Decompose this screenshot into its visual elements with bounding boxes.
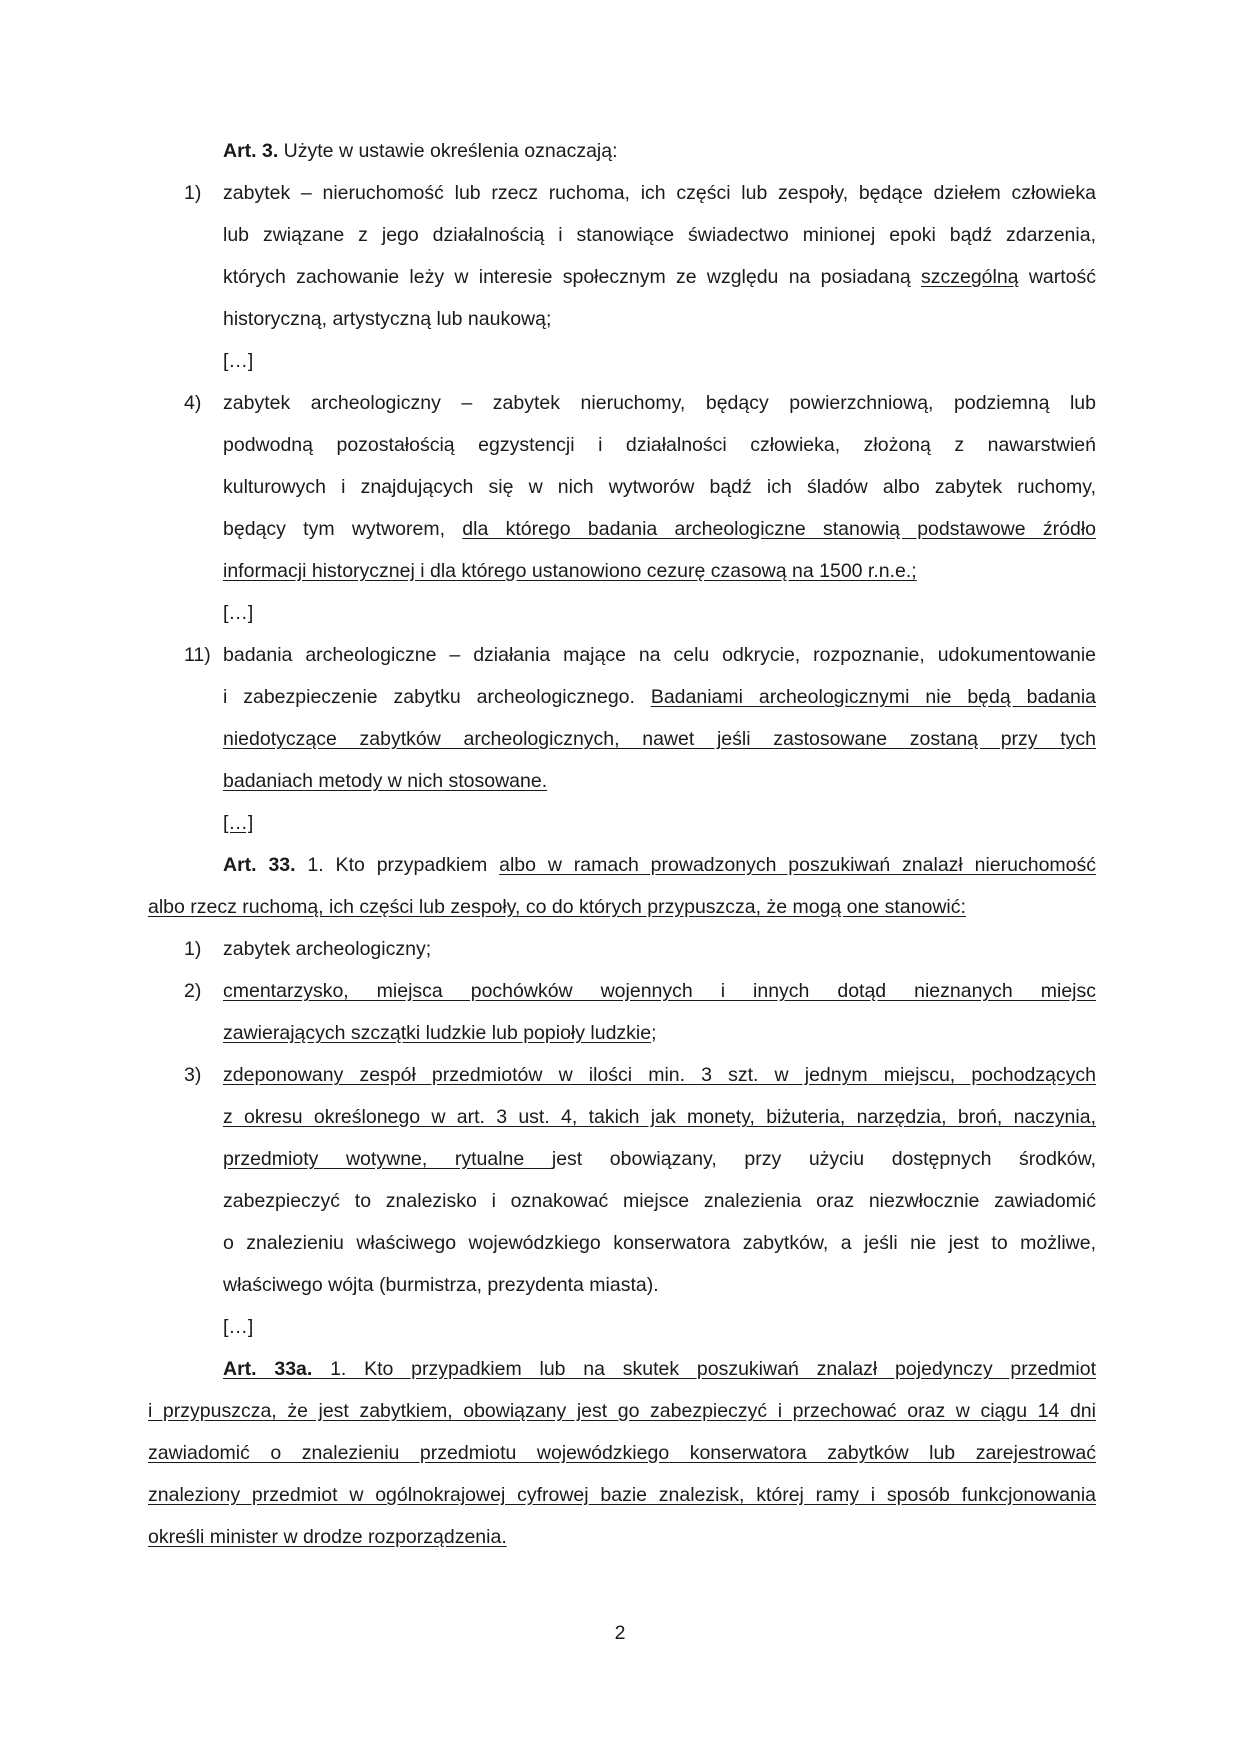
art33-line2	[148, 886, 1096, 928]
art33-text-1a: 1. Kto przypadkiem	[295, 854, 500, 876]
art33-item1-number: 1)	[184, 938, 202, 960]
art3-item1-line3	[148, 256, 1096, 298]
art3-ellipsis-1	[148, 340, 1096, 382]
art3-item11-line2	[148, 676, 1096, 718]
document-page	[148, 130, 1096, 1558]
art3-item11-text-3u: niedotyczące zabytków archeologicznych, nawet jeśli zastosowane zostaną przy tych	[223, 728, 1096, 750]
art3-item4-line5	[148, 550, 1096, 592]
art3-item4-line2	[148, 424, 1096, 466]
art3-heading-line	[148, 130, 1096, 172]
art3-item4-number: 4)	[184, 392, 202, 414]
page-number: 2	[614, 1622, 626, 1644]
art3-item11-line1	[148, 634, 1096, 676]
art33a-line5	[148, 1516, 1096, 1558]
art33a-text-4u: znaleziony przedmiot w ogólnokrajowej cyfrowej bazie znalezisk, której ramy i sposób funkcjonowania	[148, 1484, 1096, 1506]
art3-item11-number: 11)	[184, 644, 211, 666]
art33-ellipsis	[148, 1306, 1096, 1348]
art3-item4-line1	[148, 382, 1096, 424]
art33-item3-line4	[148, 1180, 1096, 1222]
art3-item1-text-1: zabytek – nieruchomość lub rzecz ruchoma, ich części lub zespoły, będące dziełem człowieka	[223, 182, 1096, 204]
art33-item2-text-2u: zawierających szczątki ludzkie lub popioły ludzkie	[223, 1022, 652, 1044]
art33-item2-number: 2)	[184, 980, 202, 1002]
art33a-text-2u: i przypuszcza, że jest zabytkiem, obowiązany jest go zabezpieczyć i przechować oraz w ciągu 14 dni	[148, 1400, 1096, 1422]
art3-item11-text-2u: Badaniami archeologicznymi nie będą badania	[650, 686, 1096, 708]
art33-item3-text-4: zabezpieczyć to znalezisko i oznakować miejsce znalezienia oraz niezwłocznie zawiadomić	[223, 1190, 1096, 1212]
art3-item4-text-3: kulturowych i znajdujących się w nich wytworów bądź ich śladów albo zabytek ruchomy,	[223, 476, 1096, 498]
art3-item1-text-3u: szczególną	[920, 266, 1019, 288]
art33-item3-line3	[148, 1138, 1096, 1180]
art3-item4-text-1: zabytek archeologiczny – zabytek nieruchomy, będący powierzchniową, podziemną lub	[223, 392, 1096, 414]
art3-item11-text-4u: badaniach metody w nich stosowane.	[223, 770, 548, 792]
art3-item1-text-3a: których zachowanie leży w interesie społecznym ze względu na posiadaną	[223, 266, 921, 288]
art33-item2-text-2b: ;	[651, 1022, 657, 1044]
art3-item4-text-2: podwodną pozostałością egzystencji i działalności człowieka, złożoną z nawarstwień	[223, 434, 1096, 456]
art3-ellipsis-2	[148, 592, 1096, 634]
art33a-text-5u: określi minister w drodze rozporządzenia.	[148, 1526, 507, 1548]
art3-item11-line4	[148, 760, 1096, 802]
art3-intro: Użyte w ustawie określenia oznaczają:	[278, 140, 618, 162]
art3-heading: Art. 3.	[223, 140, 279, 162]
art33a-text-3u: zawiadomić o znalezieniu przedmiotu wojewódzkiego konserwatora zabytków lub zarejestrować	[148, 1442, 1096, 1464]
art3-item1-line4	[148, 298, 1096, 340]
art33a-line1	[148, 1348, 1096, 1390]
art3-item11-text-2a: i zabezpieczenie zabytku archeologicznego.	[223, 686, 651, 708]
art33a-line3	[148, 1432, 1096, 1474]
art3-item1-line1	[148, 172, 1096, 214]
art3-ellipsis-3	[148, 802, 1096, 844]
ellipsis-marker: […]	[223, 602, 254, 624]
art33-item3-text-5: o znalezieniu właściwego wojewódzkiego konserwatora zabytków, a jeśli nie jest to możliwe,	[223, 1232, 1096, 1254]
art3-item4-text-5u: informacji historycznej i dla którego ustanowiono cezurę czasową na 1500 r.n.e.;	[223, 560, 917, 582]
art33-text-2u: albo rzecz ruchomą, ich części lub zespoły, co do których przypuszcza, że mogą one stanowić:	[148, 896, 966, 918]
art33a-line2	[148, 1390, 1096, 1432]
art33-heading: Art. 33.	[223, 854, 296, 876]
art33-item3-line2	[148, 1096, 1096, 1138]
art33-item3-line5	[148, 1222, 1096, 1264]
art3-item1-text-2: lub związane z jego działalnością i stanowiące świadectwo minionej epoki bądź zdarzenia,	[223, 224, 1096, 246]
art3-item4-text-4a: będący tym wytworem,	[223, 518, 463, 540]
art33-item3-text-3u: przedmioty wotywne, rytualne	[223, 1148, 552, 1170]
art3-item1-text-4: historyczną, artystyczną lub naukową;	[223, 308, 552, 330]
art33-item3-text-6: właściwego wójta (burmistrza, prezydenta miasta).	[223, 1274, 659, 1296]
art33-item2-line2	[148, 1012, 1096, 1054]
art33-item1-line1	[148, 928, 1096, 970]
ellipsis-marker: […]	[223, 350, 254, 372]
art3-item11-text-1: badania archeologiczne – działania mające na celu odkrycie, rozpoznanie, udokumentowanie	[223, 644, 1096, 666]
art33-line1	[148, 844, 1096, 886]
art3-item4-line4	[148, 508, 1096, 550]
art33-item1-text-1: zabytek archeologiczny;	[223, 938, 432, 960]
art33-item3-line1	[148, 1054, 1096, 1096]
art3-item11-line3	[148, 718, 1096, 760]
art33-text-1u: albo w ramach prowadzonych poszukiwań znalazł nieruchomość	[499, 854, 1096, 876]
art33-item3-number: 3)	[184, 1064, 202, 1086]
art33-item3-text-2u: z okresu określonego w art. 3 ust. 4, takich jak monety, biżuteria, narzędzia, broń, naczynia,	[223, 1106, 1096, 1128]
art3-item1-text-3b: wartość	[1018, 266, 1096, 288]
art3-item4-text-4u: dla którego badania archeologiczne stanowią podstawowe źródło	[462, 518, 1096, 540]
art3-item1-number: 1)	[184, 182, 202, 204]
art3-item4-line3	[148, 466, 1096, 508]
art33-item3-line6	[148, 1264, 1096, 1306]
ellipsis-marker: […]	[223, 812, 254, 834]
art33-item2-text-1u: cmentarzysko, miejsca pochówków wojennych i innych dotąd nieznanych miejsc	[223, 980, 1096, 1002]
ellipsis-marker: […]	[223, 1316, 254, 1338]
art33a-line4	[148, 1474, 1096, 1516]
art33a-text-1u: 1. Kto przypadkiem lub na skutek poszukiwań znalazł pojedynczy przedmiot	[312, 1358, 1096, 1380]
art33a-heading: Art. 33a.	[223, 1358, 313, 1380]
art33-item3-text-3b: jest obowiązany, przy użyciu dostępnych środków,	[551, 1148, 1096, 1170]
art33-item2-line1	[148, 970, 1096, 1012]
art33-item3-text-1u: zdeponowany zespół przedmiotów w ilości min. 3 szt. w jednym miejscu, pochodzących	[223, 1064, 1096, 1086]
art3-item1-line2	[148, 214, 1096, 256]
